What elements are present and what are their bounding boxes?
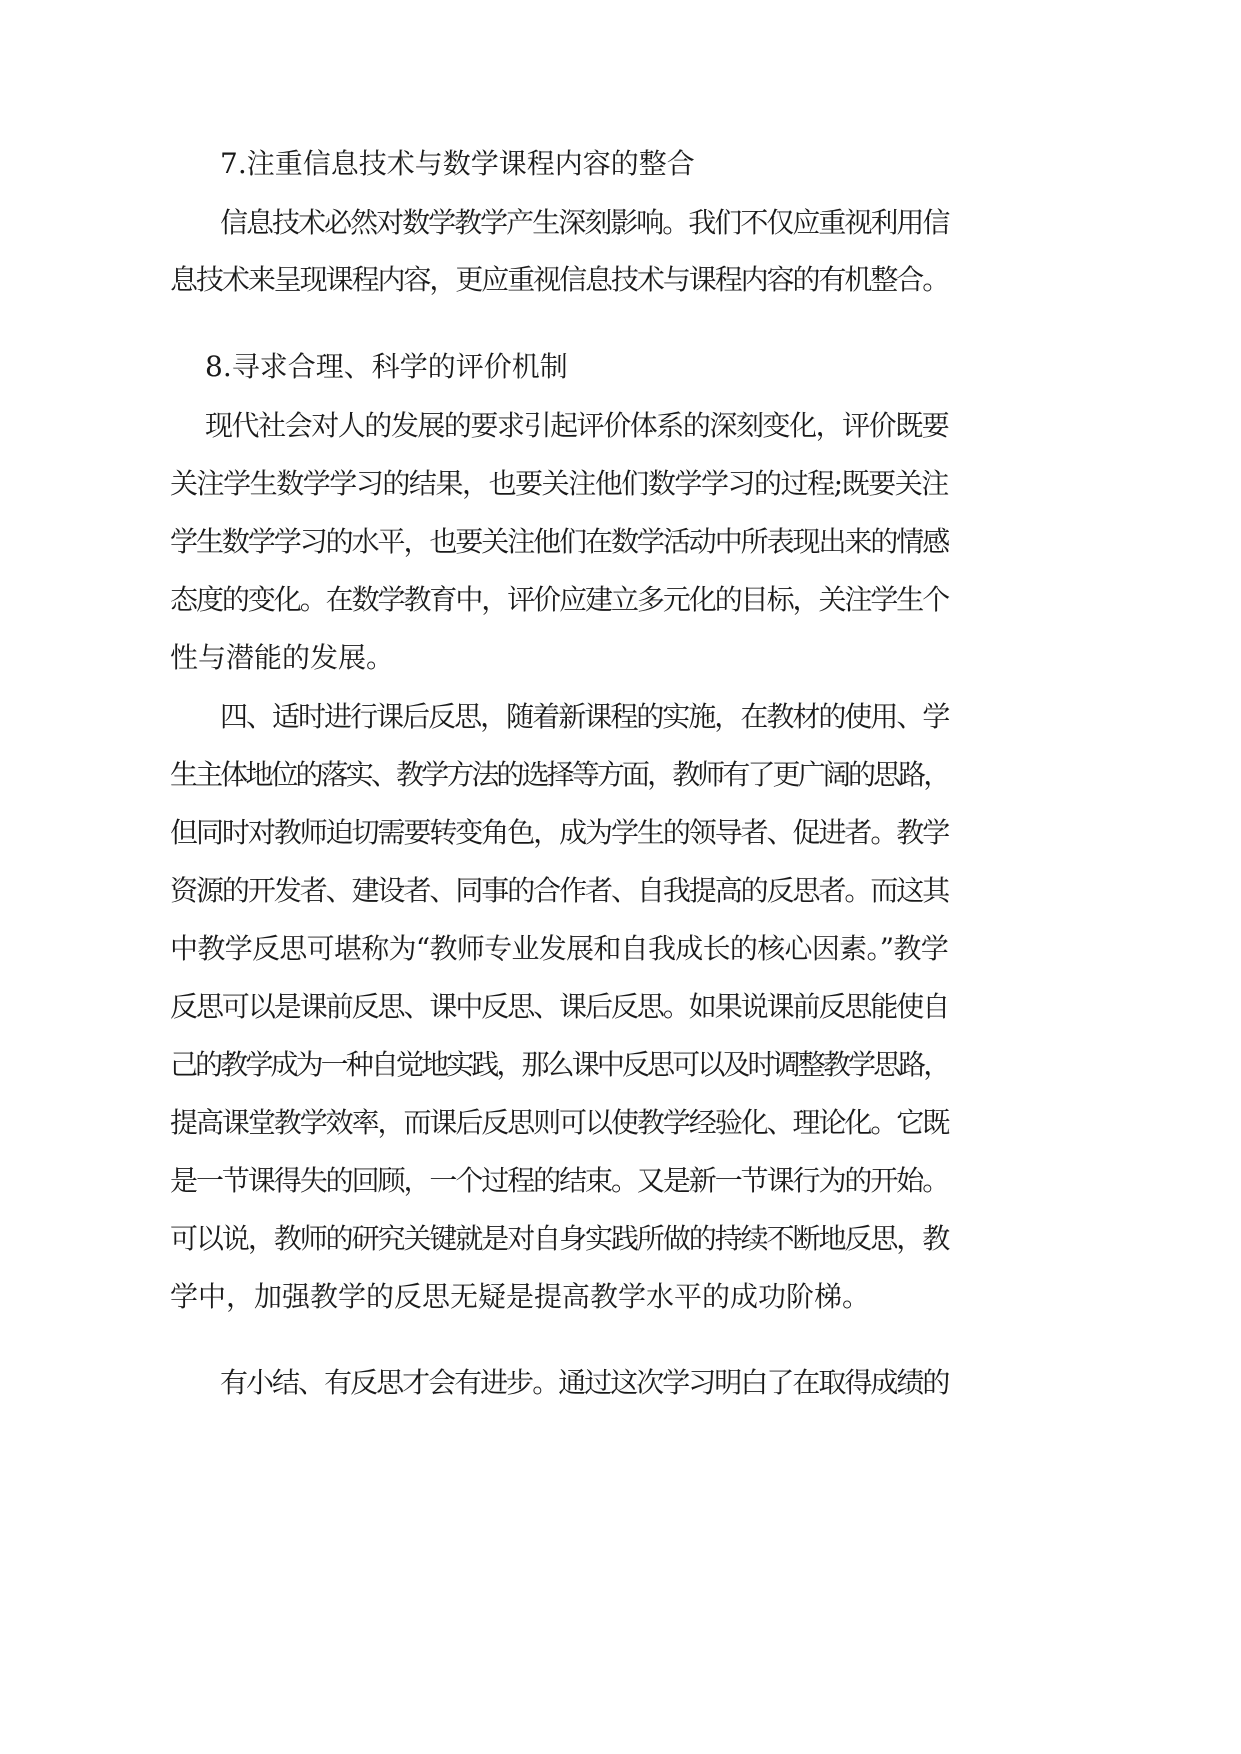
paragraph-line: 己的教学成为一种自觉地实践，那么课中反思可以及时调整教学思路， [170, 1048, 949, 1081]
paragraph-line: 提高课堂教学效率，而课后反思则可以使教学经验化、理论化。它既 [170, 1106, 949, 1139]
section-heading-7: 7.注重信息技术与数学课程内容的整合 [220, 147, 695, 180]
paragraph-line: 学中，加强教学的反思无疑是提高教学水平的成功阶梯。 [170, 1280, 871, 1313]
paragraph-line: 是一节课得失的回顾，一个过程的结束。又是新一节课行为的开始。 [170, 1164, 949, 1197]
paragraph-line: 四、适时进行课后反思，随着新课程的实施，在教材的使用、学 [220, 700, 949, 733]
paragraph-line: 中教学反思可堪称为“教师专业发展和自我成长的核心因素。”教学 [170, 932, 948, 965]
paragraph-line: 信息技术必然对数学教学产生深刻影响。我们不仅应重视利用信 [220, 206, 949, 239]
paragraph-line: 态度的变化。在数学教育中，评价应建立多元化的目标，关注学生个 [170, 583, 949, 616]
paragraph-line: 资源的开发者、建设者、同事的合作者、自我提高的反思者。而这其 [170, 874, 949, 907]
paragraph-line: 可以说，教师的研究关键就是对自身实践所做的持续不断地反思，教 [170, 1222, 949, 1255]
paragraph-line: 现代社会对人的发展的要求引起评价体系的深刻变化，评价既要 [205, 409, 949, 442]
section-heading-8: 8.寻求合理、科学的评价机制 [205, 350, 568, 383]
paragraph-line: 性与潜能的发展。 [170, 641, 395, 674]
paragraph-line: 有小结、有反思才会有进步。通过这次学习明白了在取得成绩的 [220, 1366, 949, 1399]
paragraph-line: 反思可以是课前反思、课中反思、课后反思。如果说课前反思能使自 [170, 990, 949, 1023]
paragraph-line: 但同时对教师迫切需要转变角色，成为学生的领导者、促进者。教学 [170, 816, 949, 849]
paragraph-line: 息技术来呈现课程内容，更应重视信息技术与课程内容的有机整合。 [170, 263, 949, 296]
paragraph-line: 关注学生数学学习的结果，也要关注他们数学学习的过程;既要关注 [170, 467, 948, 500]
paragraph-line: 生主体地位的落实、教学方法的选择等方面，教师有了更广阔的思路， [170, 758, 949, 791]
paragraph-line: 学生数学学习的水平，也要关注他们在数学活动中所表现出来的情感 [170, 525, 949, 558]
